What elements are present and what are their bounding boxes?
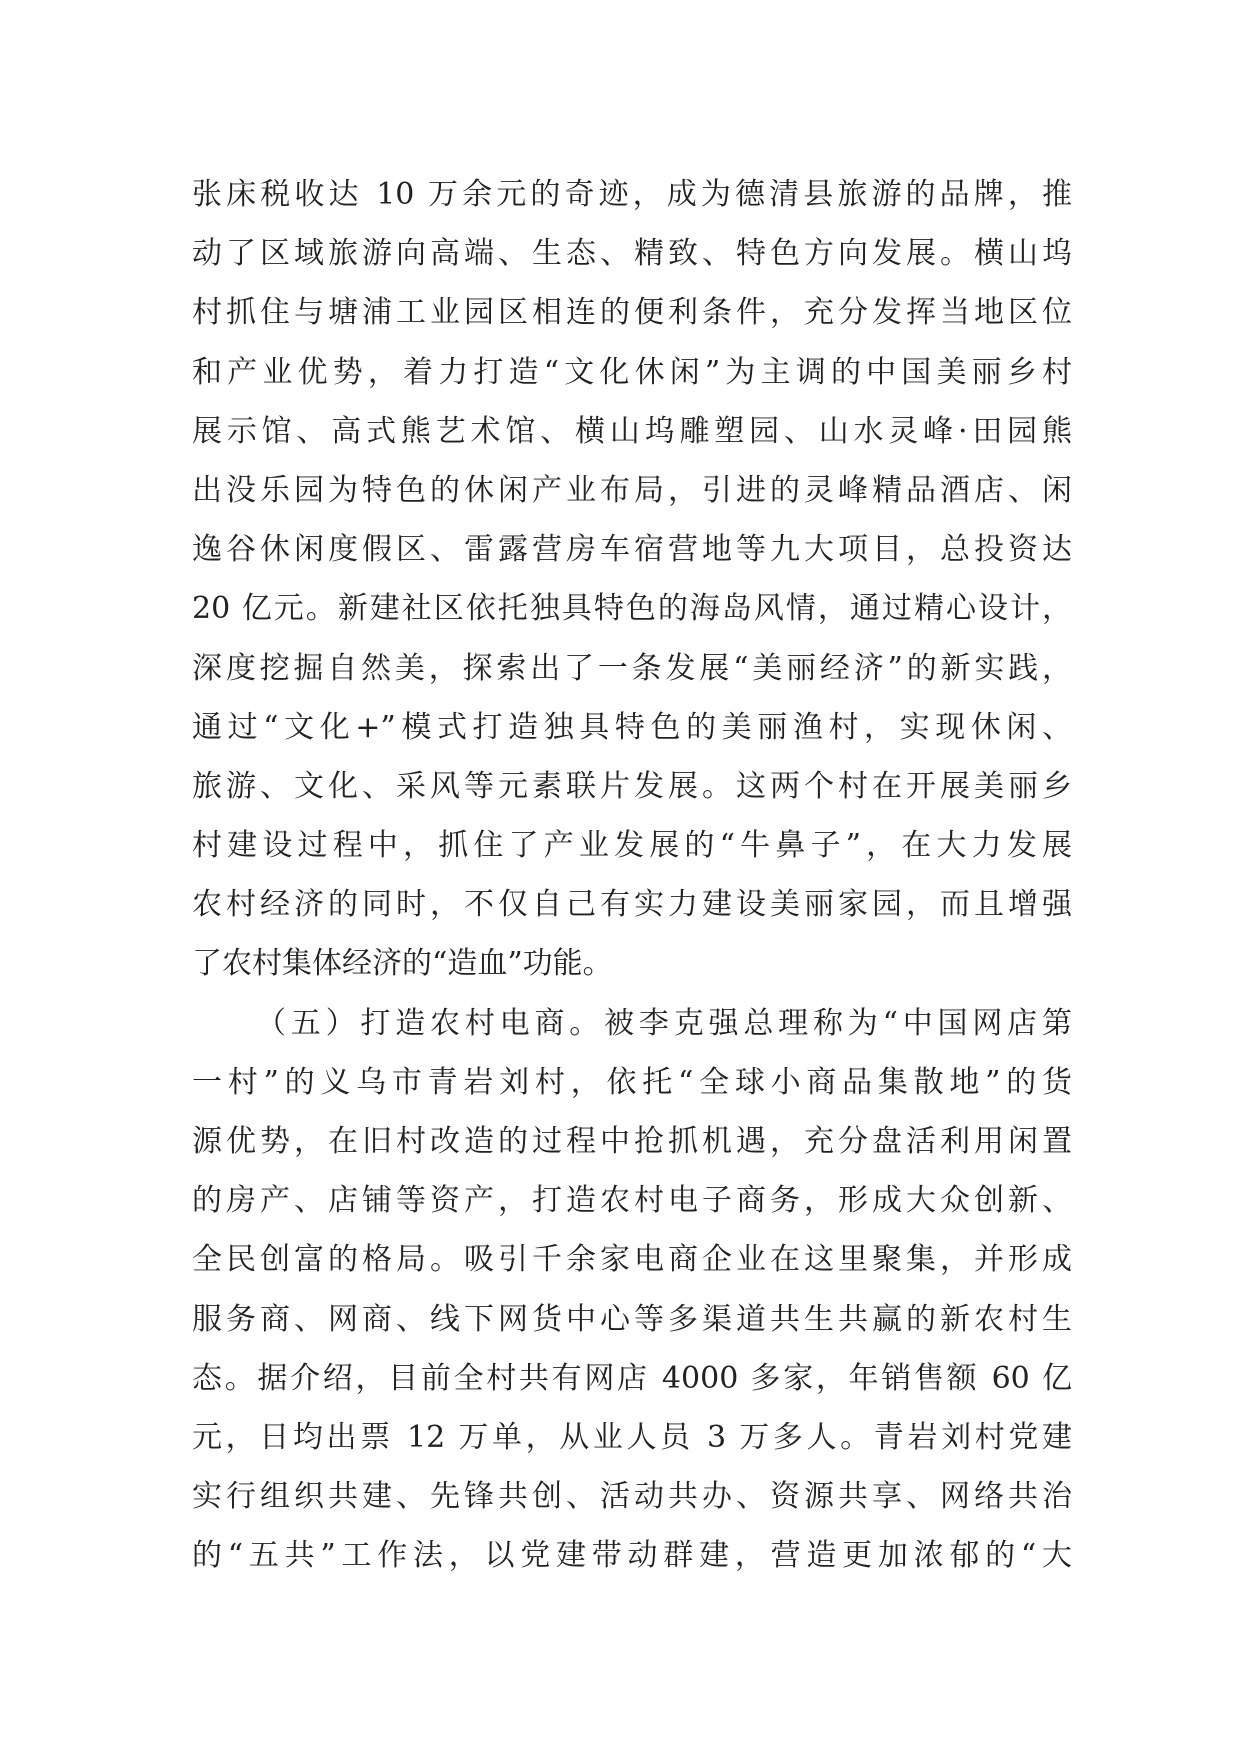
text-line: 服务商、网商、线下网货中心等多渠道共生共赢的新农村生 — [192, 1301, 1072, 1337]
text-line: 态。据介绍，目前全村共有网店 4000 多家，年销售额 60 亿 — [192, 1360, 1072, 1396]
text-line: 了农村集体经济的“造血”功能。 — [192, 946, 613, 982]
text-line: 逸谷休闲度假区、雷露营房车宿营地等九大项目，总投资达 — [192, 532, 1072, 568]
text-line: 村抓住与塘浦工业园区相连的便利条件，充分发挥当地区位 — [192, 295, 1072, 331]
text-line: 元，日均出票 12 万单，从业人员 3 万多人。青岩刘村党建 — [192, 1419, 1072, 1455]
text-line: 源优势，在旧村改造的过程中抢抓机遇，充分盘活利用闲置 — [192, 1124, 1072, 1159]
text-line: 和产业优势，着力打造“文化休闲”为主调的中国美丽乡村 — [192, 354, 1072, 390]
text-line: 的“五共”工作法，以党建带动群建，营造更加浓郁的“大 — [192, 1538, 1072, 1574]
text-line: 通过“文化+”模式打造独具特色的美丽渔村，实现休闲、 — [192, 709, 1072, 745]
text-line: 实行组织共建、先锋共创、活动共办、资源共享、网络共治 — [192, 1479, 1072, 1515]
text-line: 动了区域旅游向高端、生态、精致、特色方向发展。横山坞 — [192, 236, 1072, 272]
section-heading-line: （五）打造农村电商。被李克强总理称为“中国网店第 — [256, 1005, 1072, 1041]
text-line: 展示馆、高式熊艺术馆、横山坞雕塑园、山水灵峰·田园熊 — [192, 413, 1072, 449]
text-line: 出没乐园为特色的休闲产业布局，引进的灵峰精品酒店、闲 — [192, 472, 1072, 508]
text-line: 一村”的义乌市青岩刘村，依托“全球小商品集散地”的货 — [192, 1064, 1072, 1100]
text-line: 的房产、店铺等资产，打造农村电子商务，形成大众创新、 — [192, 1183, 1072, 1219]
text-line: 20 亿元。新建社区依托独具特色的海岛风情，通过精心设计， — [192, 591, 1072, 627]
text-line: 深度挖掘自然美，探索出了一条发展“美丽经济”的新实践， — [192, 650, 1072, 686]
body-text — [192, 165, 1072, 1586]
text-line: 旅游、文化、采风等元素联片发展。这两个村在开展美丽乡 — [192, 768, 1072, 804]
paragraph-rural-tourism — [192, 165, 1072, 994]
text-line: 村建设过程中，抓住了产业发展的“牛鼻子”，在大力发展 — [192, 828, 1072, 864]
text-line: 张床税收达 10 万余元的奇迹，成为德清县旅游的品牌，推 — [192, 177, 1072, 212]
text-line: 农村经济的同时，不仅自己有实力建设美丽家园，而且增强 — [192, 887, 1072, 923]
paragraph-rural-ecommerce — [192, 994, 1072, 1586]
text-line: 全民创富的格局。吸引千余家电商企业在这里聚集，并形成 — [192, 1242, 1072, 1278]
